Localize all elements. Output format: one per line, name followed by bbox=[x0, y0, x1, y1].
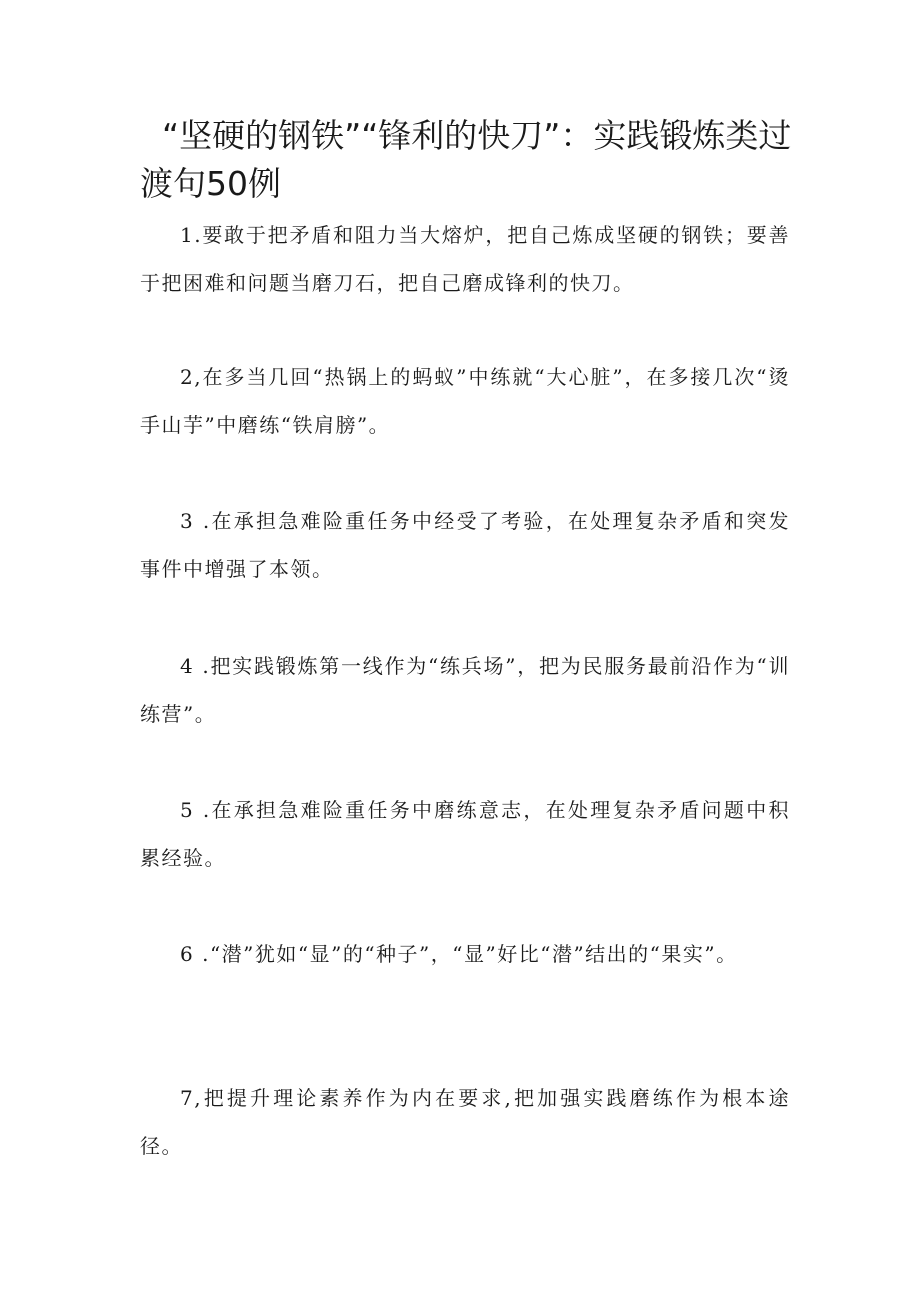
paragraph-3: 3 .在承担急难险重任务中经受了考验，在处理复杂矛盾和突发事件中增强了本领。 bbox=[140, 509, 790, 581]
paragraph-2: 2,在多当几回“热锅上的蚂蚁”中练就“大心脏”，在多接几次“烫手山芋”中磨练“铁肩膀”。 bbox=[140, 365, 790, 437]
paragraph-1: 1.要敢于把矛盾和阻力当大熔炉，把自己炼成坚硬的钢铁；要善于把困难和问题当磨刀石，把自己磨成锋利的快刀。 bbox=[140, 223, 790, 295]
document-title: “坚硬的钢铁”“锋利的快刀”：实践锻炼类过渡句50例 bbox=[140, 116, 792, 203]
paragraph-4: 4 .把实践锻炼第一线作为“练兵场”，把为民服务最前沿作为“训练营”。 bbox=[140, 654, 790, 726]
paragraph-7: 7,把提升理论素养作为内在要求,把加强实践磨练作为根本途径。 bbox=[140, 1086, 790, 1158]
paragraph-5: 5 .在承担急难险重任务中磨练意志，在处理复杂矛盾问题中积累经验。 bbox=[140, 798, 790, 870]
paragraph-6: 6 .“潜”犹如“显”的“种子”，“显”好比“潜”结出的“果实”。 bbox=[180, 942, 738, 966]
